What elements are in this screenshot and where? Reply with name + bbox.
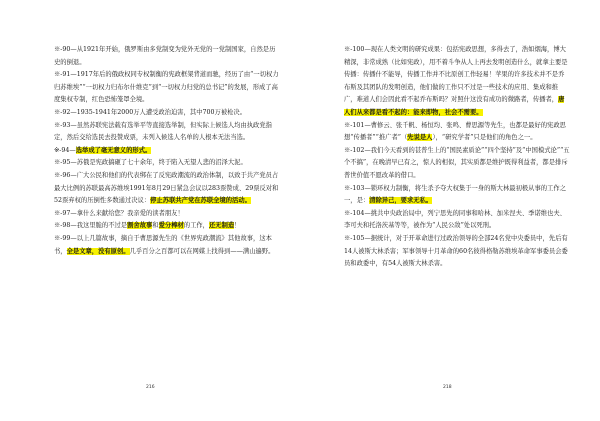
highlighted-text: 全是文章，没有原创。: [66, 247, 130, 255]
paragraph: [344, 208, 570, 233]
highlighted-text: 清除异己，要求无私。: [369, 197, 433, 205]
highlighted-text: 唐人们从来都是看不起的：能来即物，社会不需要。: [344, 96, 565, 116]
paragraph: [54, 220, 280, 233]
highlighted-text: 还无制造: [208, 222, 235, 230]
paragraph-text: 和: [152, 222, 159, 230]
paragraph: [54, 170, 280, 208]
paragraph-text: ※-90—从1921年开始，俄罗斯由多党制变为党外无党的一党制国家，自然是历史的倒退。: [54, 46, 276, 66]
paragraph: [54, 208, 280, 221]
right-page-number: 218: [443, 385, 452, 390]
paragraph-text: ※-96—广大公民和他们的代表绑在了反宪政潮流的政治体制，以致于共产党员占最大比例的苏联最高苏维埃1991年8月29日紧急会议以283票赞成、29票反对和52票弃权的压倒性多数通过决议：: [54, 171, 279, 205]
paragraph-text: ※-104—挑共中央政治局中，列宁思先的同事和哈林、加米涅夫、季诺维也夫、李可夫和托洛茨基等等，被作为“人民公敌”处以死刑。: [344, 209, 566, 230]
paragraph: [54, 44, 280, 69]
paragraph-text: ※-97—拿什么来献给您？我亲爱的读者朋友！: [54, 209, 184, 217]
right-page: [344, 44, 570, 271]
paragraph: [344, 145, 570, 183]
paragraph: [54, 145, 280, 158]
paragraph-text: ※-93—虽然苏联宪法载有选举平等直接选举制，但实际上候选人均由执政党指定，然后交给选民去投赞成票，未列入候选人名单的人根本无法当选。: [54, 121, 272, 142]
paragraph: [344, 183, 570, 208]
paragraph: [344, 44, 570, 120]
paragraph: [344, 233, 570, 271]
left-page-number: 216: [146, 385, 155, 390]
highlighted-text: 停止苏联共产党在苏联全境的活动。: [150, 197, 251, 205]
paragraph-text: ），“研究学者”只是他们的角色之一。: [432, 134, 537, 142]
highlighted-text: 选举成了毫无意义的形式。: [75, 146, 152, 154]
paragraph: [54, 69, 280, 107]
paragraph-text: 的工作，: [183, 222, 209, 230]
left-page: [54, 44, 280, 258]
paragraph: [54, 107, 280, 120]
paragraph-text: ※-92—1935-1941年2000万人遭受政治迫害，其中700万被枪决。: [54, 108, 247, 116]
paragraph-text: ※-102—我们今天看到的甚普生上的“国民素质论”“四个坚持”及“中国模式论”“五个不搞”，在晚清早已有之，惊人的相似，其实质都是维护既得利益者，都是排斥普世价值不愿改革的借口。: [344, 146, 570, 179]
paragraph-text: ※-94—: [54, 146, 76, 154]
paragraph-text: ※-103—锁环权力制衡，将生杀予夺大权集于一身的斯大林最初极从事的工作之一，是：: [344, 184, 566, 205]
paragraph-text: ！: [234, 222, 241, 230]
paragraph-text: ※-95—苏俄是宪政搞砸了七十余年，终于陷入无望人悲的沼泽大泥。: [54, 159, 247, 167]
highlighted-text: 割舍故事: [127, 222, 153, 230]
paragraph-text: ※-98—我这里脆的不过是: [54, 222, 128, 230]
paragraph: [54, 233, 280, 258]
paragraph-text: ※-101—曹修云、张千帆、杨恒均、张鸣、曹思源等先生，也都是最好的宪政思想“传播者”“推广者”（: [344, 121, 566, 142]
paragraph: [54, 120, 280, 145]
paragraph: [54, 157, 280, 170]
paragraph-text: ※-99—以上几篇故事，摘自于曹思源先生的《世界宪政潮流》其他故事，这本书，: [54, 234, 272, 255]
paragraph-text: 几乎百分之百都可以在网媒上找得到——满山遍野。: [129, 247, 275, 255]
paragraph-text: ※-105—据统计，对于开革命进行过政治领导的全部24名党中央委员中，先后有14人被斯大林杀害；军事领导十月革命的60名彼得格勒苏维埃革命军事委员会委员和政委中，有54人被斯大林杀害。: [344, 234, 568, 268]
paragraph-text: ※-100—现在人类文明的研究成果：包括宪政思想，多得去了，浩如烟海，博大精深，非常成熟（比如宪政），用不着斗争从人上再去发明创造什么，就拿主要是传播：传播什不能导，传播工作并不比原创工作轻易！苹果的许多技术并不是乔布斯及其团队的发明创造，他们做的工作只不过是一些技术的应用、集成和推广，难道人们会因此看不起乔布斯吗？对照什这没有成功的微路者，传播者，: [344, 46, 568, 104]
paragraph-text: ※-91—1917年后的俄政权同专权制衡的宪政框架背道而驰，经历了由“一切权力归苏维埃”“一切权力归布尔什维克”到“一切权力归党的总书记”的发展，形成了高度集权专制，红色恐怖笼罩全境。: [54, 71, 279, 104]
highlighted-text: 先说是人: [407, 134, 433, 142]
highlighted-text: 爱分棒材: [158, 222, 184, 230]
paragraph: [344, 120, 570, 145]
